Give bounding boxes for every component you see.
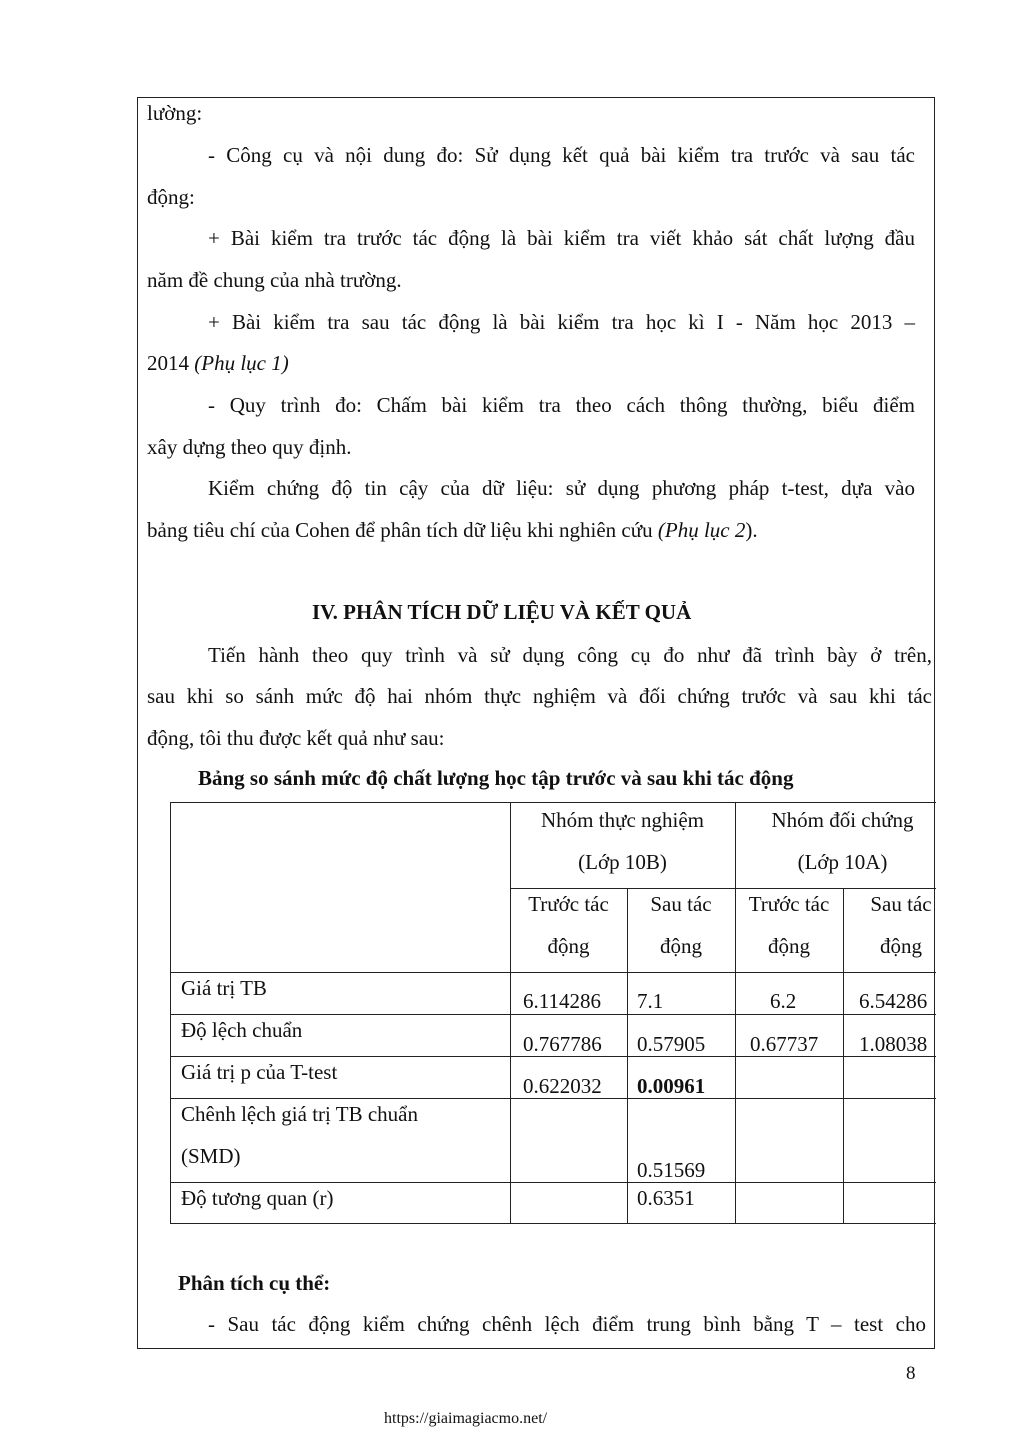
table-cell: 0.00961 bbox=[637, 1074, 706, 1098]
table-cell: 0.767786 bbox=[523, 1032, 602, 1056]
table-cell: 0.6351 bbox=[637, 1186, 695, 1210]
paragraph-line: + Bài kiểm tra sau tác động là bài kiểm tra học kì I - Năm học 2013 – bbox=[208, 310, 915, 334]
section-heading: IV. PHÂN TÍCH DỮ LIỆU VÀ KẾT QUẢ bbox=[312, 600, 692, 624]
table-cell: 6.2 bbox=[770, 989, 797, 1013]
table-title: Bảng so sánh mức độ chất lượng học tập trước và sau khi tác động bbox=[198, 766, 794, 790]
table-cell: 0.57905 bbox=[637, 1032, 706, 1056]
paragraph-line: + Bài kiểm tra trước tác động là bài kiểm tra viết khảo sát chất lượng đầu bbox=[208, 226, 915, 250]
paragraph-line: bảng tiêu chí của Cohen để phân tích dữ liệu khi nghiên cứu (Phụ lục 2). bbox=[147, 518, 758, 542]
appendix-ref: (Phụ lục 1) bbox=[194, 351, 289, 375]
table-cell: 6.114286 bbox=[523, 989, 601, 1013]
table-cell: 1.08038 bbox=[859, 1032, 928, 1056]
paragraph-line: năm đề chung của nhà trường. bbox=[147, 268, 402, 292]
column-header: động bbox=[768, 934, 810, 958]
paragraph-line: động, tôi thu được kết quả như sau: bbox=[147, 726, 445, 750]
table-cell: 0.622032 bbox=[523, 1074, 602, 1098]
column-header: Trước tác bbox=[748, 892, 830, 916]
table-cell: 0.67737 bbox=[750, 1032, 819, 1056]
column-header: động bbox=[660, 934, 702, 958]
paragraph-line: lường: bbox=[147, 101, 203, 125]
column-header: động bbox=[547, 934, 590, 958]
footer-url[interactable]: https://giaimagiacmo.net/ bbox=[384, 1410, 548, 1427]
paragraph-line: - Quy trình đo: Chấm bài kiểm tra theo cách thông thường, biểu điểm bbox=[208, 393, 915, 417]
analysis-heading: Phân tích cụ thể: bbox=[178, 1271, 331, 1295]
page-number: 8 bbox=[906, 1363, 916, 1384]
group-header: Nhóm thực nghiệm bbox=[540, 808, 705, 832]
paragraph-line: - Công cụ và nội dung đo: Sử dụng kết quả bài kiểm tra trước và sau tác bbox=[208, 143, 915, 167]
column-header: Sau tác bbox=[650, 892, 712, 916]
row-label: Chênh lệch giá trị TB chuẩn bbox=[181, 1102, 418, 1126]
table-cell: 7.1 bbox=[637, 989, 664, 1013]
column-header: Trước tác bbox=[528, 892, 609, 916]
appendix-ref: (Phụ lục 2 bbox=[657, 518, 746, 542]
row-label: (SMD) bbox=[181, 1144, 241, 1168]
paragraph-line: xây dựng theo quy định. bbox=[147, 435, 352, 459]
paragraph-line: sau khi so sánh mức độ hai nhóm thực nghiệm và đối chứng trước và sau khi tác bbox=[147, 684, 932, 708]
paragraph-line: 2014 (Phụ lục 1) bbox=[147, 351, 289, 375]
comparison-table bbox=[170, 802, 936, 1224]
group-header: (Lớp 10B) bbox=[578, 850, 667, 874]
paragraph-line: động: bbox=[147, 185, 195, 209]
paragraph-line: Tiến hành theo quy trình và sử dụng công cụ đo như đã trình bày ở trên, bbox=[208, 643, 932, 667]
paragraph-line: Kiểm chứng độ tin cậy của dữ liệu: sử dụng phương pháp t-test, dựa vào bbox=[208, 476, 915, 500]
table-cell: 0.51569 bbox=[637, 1158, 706, 1182]
table-cell: 6.54286 bbox=[859, 989, 928, 1013]
row-label: Giá trị TB bbox=[181, 976, 267, 1000]
group-header: (Lớp 10A) bbox=[797, 850, 888, 874]
paragraph-line: - Sau tác động kiểm chứng chênh lệch điểm trung bình bằng T – test cho bbox=[208, 1312, 926, 1336]
row-label: Giá trị p của T-test bbox=[181, 1060, 338, 1084]
column-header: Sau tác bbox=[870, 892, 932, 916]
row-label: Độ tương quan (r) bbox=[181, 1186, 334, 1210]
row-label: Độ lệch chuẩn bbox=[181, 1018, 303, 1042]
group-header: Nhóm đối chứng bbox=[771, 808, 914, 832]
column-header: động bbox=[880, 934, 922, 958]
